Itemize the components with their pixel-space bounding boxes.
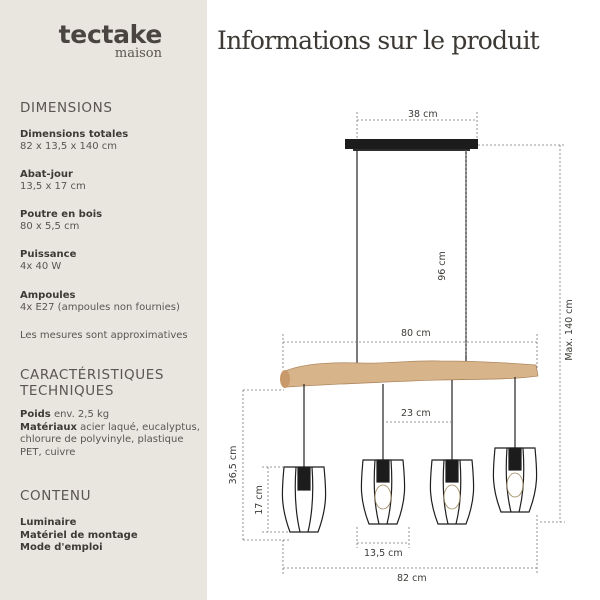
spec-label: Abat-jour bbox=[20, 169, 73, 180]
dimensions-heading: DIMENSIONS bbox=[20, 100, 113, 116]
spec-total-dimensions bbox=[20, 129, 204, 153]
spec-shade bbox=[20, 169, 204, 193]
contents-item: Luminaire bbox=[20, 517, 77, 528]
spec-label: Poutre en bois bbox=[20, 209, 103, 220]
spec-value: 80 x 5,5 cm bbox=[20, 221, 80, 232]
measurement-note: Les mesures sont approximatives bbox=[20, 330, 188, 341]
spec-value: 82 x 13,5 x 140 cm bbox=[20, 141, 118, 152]
spec-label: Dimensions totales bbox=[20, 129, 129, 140]
spec-label: Ampoules bbox=[20, 290, 76, 301]
materials-value: acier laqué, eucalyptus, chlorure de polyvinyle, plastique PET, cuivre bbox=[20, 421, 200, 458]
info-sidebar bbox=[0, 0, 207, 600]
weight-value: env. 2,5 kg bbox=[53, 409, 110, 420]
cage-shade bbox=[493, 448, 536, 512]
wooden-beam bbox=[280, 361, 538, 388]
technical-specs bbox=[20, 409, 204, 459]
dim-cable-length: 96 cm bbox=[437, 251, 448, 281]
brand-name: tectake bbox=[58, 20, 162, 49]
spec-value: 13,5 x 17 cm bbox=[20, 181, 86, 192]
dim-beam-length: 80 cm bbox=[401, 328, 431, 339]
weight-row bbox=[20, 409, 204, 422]
technical-heading bbox=[20, 367, 164, 399]
cage-shade bbox=[430, 460, 473, 524]
brand-logo bbox=[46, 22, 162, 61]
technical-heading-line2: TECHNIQUES bbox=[20, 383, 115, 399]
dim-total-width: 82 cm bbox=[397, 573, 427, 584]
dim-shade-width: 13,5 cm bbox=[364, 548, 403, 559]
dimension-guides bbox=[243, 112, 565, 575]
dim-hang-height: 36,5 cm bbox=[228, 445, 239, 485]
spec-value: 4x 40 W bbox=[20, 261, 62, 272]
product-dimension-diagram bbox=[207, 80, 600, 600]
technical-heading-line1: CARACTÉRISTIQUES bbox=[20, 367, 165, 383]
materials-label: Matériaux bbox=[20, 421, 77, 433]
dim-shade-height: 17 cm bbox=[254, 485, 265, 515]
spec-label: Puissance bbox=[20, 249, 77, 260]
contents-heading: CONTENU bbox=[20, 488, 92, 504]
contents-item: Mode d'emploi bbox=[20, 542, 103, 553]
ceiling-canopy bbox=[345, 139, 478, 151]
spec-wood-beam bbox=[20, 209, 204, 233]
page-title: Informations sur le produit bbox=[217, 26, 539, 55]
contents-item: Matériel de montage bbox=[20, 529, 138, 541]
spec-power bbox=[20, 249, 204, 273]
cage-shade bbox=[282, 467, 325, 532]
dim-max-height: Max. 140 cm bbox=[564, 299, 575, 361]
spec-bulbs bbox=[20, 290, 204, 314]
dim-canopy-width: 38 cm bbox=[408, 109, 438, 120]
cage-shade bbox=[361, 460, 404, 524]
spec-value: 4x E27 (ampoules non fournies) bbox=[20, 302, 180, 313]
contents-list bbox=[20, 517, 138, 555]
dim-shade-spacing: 23 cm bbox=[401, 408, 431, 419]
materials-row bbox=[20, 422, 204, 460]
brand-subtitle: maison bbox=[114, 46, 162, 61]
weight-label: Poids bbox=[20, 409, 51, 420]
